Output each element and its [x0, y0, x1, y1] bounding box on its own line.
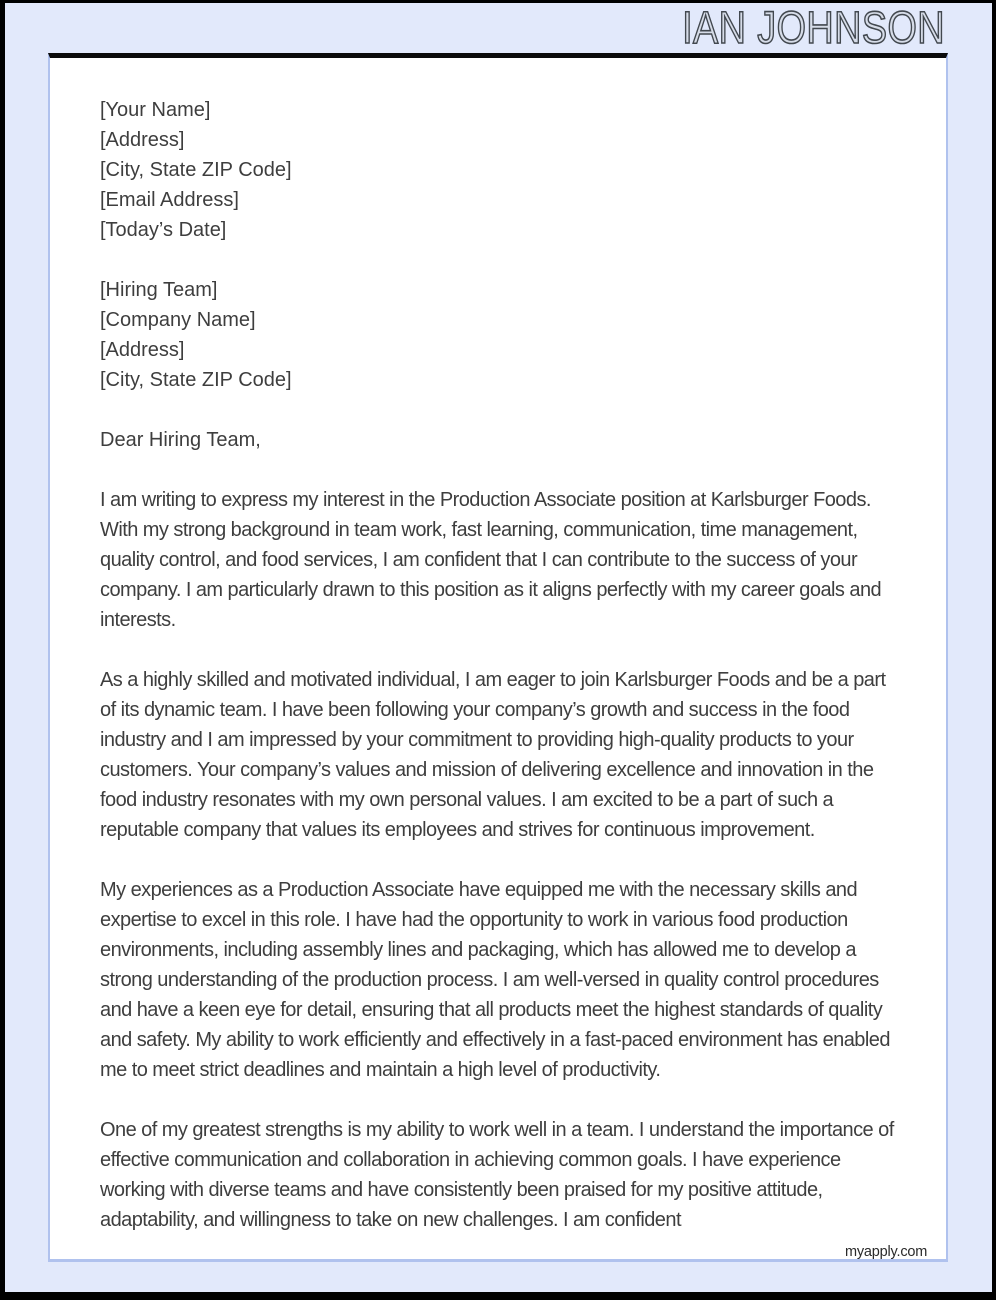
recipient-address-line: [Address] [100, 339, 185, 361]
body-paragraph-company: As a highly skilled and motivated individual, I am eager to join Karlsburger Foods and be a part of its dynamic team. I have been following your company’s growth and success in the food industry and I am impressed by your commitment to providing high-quality products to your customers. Your company’s values and mission of delivering excellence and innovation in the food industry resonates with my own personal values. I am excited to be a part of such a reputable company that values its employees and strives for continuous improvement. [100, 669, 886, 841]
sender-email-line: [Email Address] [100, 189, 239, 211]
sender-address-line: [Address] [100, 129, 185, 151]
body-paragraph-experience: My experiences as a Production Associate have equipped me with the necessary skills and expertise to excel in this role. I have had the opportunity to work in various food production environments, including assembly lines and packaging, which has allowed me to develop a strong understanding of the production process. I am well-versed in quality control procedures and have a keen eye for detail, ensuring that all products meet the highest standards of quality and safety. My ability to work efficiently and effectively in a fast-paced environment has enabled me to meet strict deadlines and maintain a high level of productivity. [100, 879, 890, 1081]
body-paragraph-intro: I am writing to express my interest in the Production Associate position at Karlsburger Foods. With my strong background in team work, fast learning, communication, time management, quality control, and food services, I am confident that I can contribute to the success of your company. I am particularly drawn to this position as it aligns perfectly with my career goals and interests. [100, 489, 882, 631]
sender-city-line: [City, State ZIP Code] [100, 159, 292, 181]
candidate-name-header: IAN JOHNSON [682, 2, 945, 53]
recipient-team-line: [Hiring Team] [100, 279, 218, 301]
sender-date-line: [Today’s Date] [100, 219, 227, 241]
recipient-city-line: [City, State ZIP Code] [100, 369, 292, 391]
body-paragraph-teamwork: One of my greatest strengths is my ability to work well in a team. I understand the importance of effective communication and collaboration in achieving common goals. I have experience working with diverse teams and have consistently been praised for my positive attitude, adaptability, and willingness to take on new challenges. I am confident [100, 1119, 894, 1231]
sender-name-line: [Your Name] [100, 99, 211, 121]
recipient-company-line: [Company Name] [100, 309, 256, 331]
greeting-line: Dear Hiring Team, [100, 429, 261, 451]
letter-body [100, 95, 895, 1265]
sender-address-block [100, 95, 895, 245]
greeting-block [100, 425, 895, 455]
recipient-address-block [100, 275, 895, 395]
site-watermark: myapply.com [845, 1244, 928, 1260]
